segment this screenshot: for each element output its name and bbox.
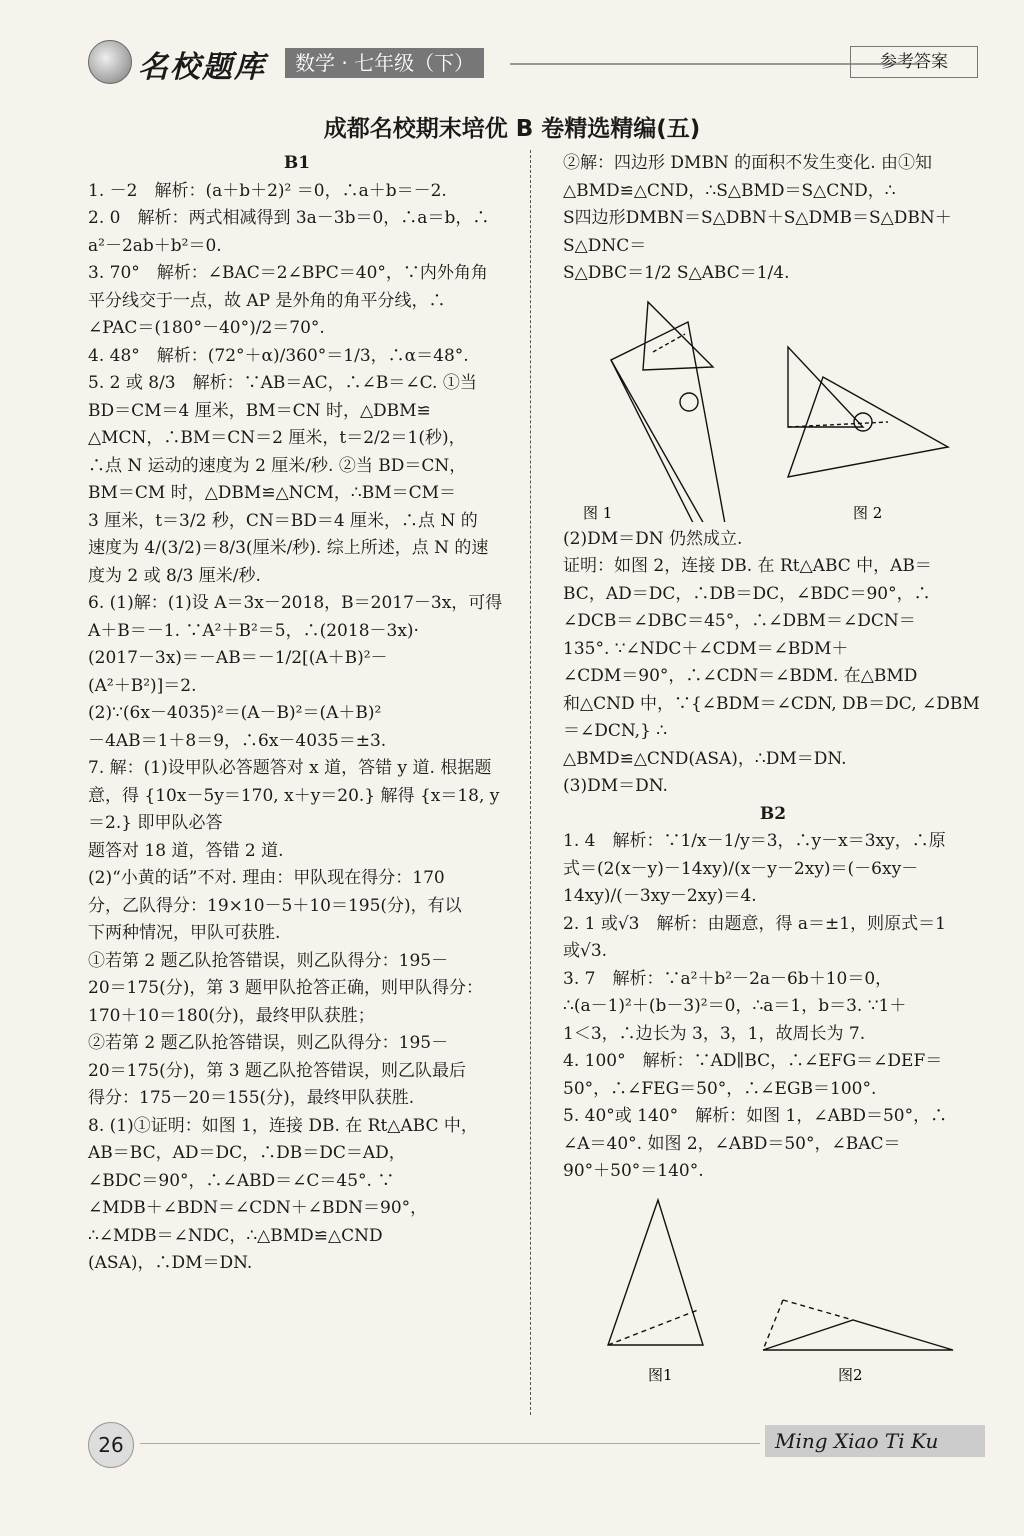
answer-line: ①若第 2 题乙队抢答错误，则乙队得分：195－: [88, 950, 449, 971]
answer-line: ∠CDM＝90°，∴∠CDN＝∠BDM. 在△BMD: [563, 666, 918, 686]
answer-line: (3)DM＝DN.: [563, 776, 668, 796]
figure-b2-2-triangle: [763, 1300, 953, 1350]
answer-line: 4. 48° 解析：(72°＋α)/360°＝1/3，∴α＝48°.: [88, 345, 469, 366]
answer-line: ∠A＝40°. 如图 2，∠ABD＝50°，∠BAC＝: [563, 1133, 901, 1154]
figure-b2-2-label: 图2: [838, 1365, 863, 1384]
answer-line: 5. 2 或 8/3 解析：∵AB＝AC，∴∠B＝∠C. ①当: [88, 373, 477, 393]
answer-line: 度为 2 或 8/3 厘米/秒.: [88, 565, 261, 586]
answer-line: 20＝175(分)，第 3 题乙队抢答错误，则乙队最后: [88, 1060, 466, 1081]
answer-line: ②解：四边形 DMBN 的面积不发生变化. 由①知: [563, 153, 933, 173]
answer-line: 式＝(2(x－y)－14xy)/(x－y－2xy)＝(－6xy－14xy)/(－3xy－2xy)＝4.: [563, 858, 919, 906]
answer-line: 下两种情况，甲队可获胜.: [88, 923, 281, 943]
answer-line: 和△CND 中，∵{∠BDM＝∠CDN, DB＝DC, ∠DBM＝∠DCN,} ∴: [563, 693, 980, 741]
footer-rule: [140, 1443, 760, 1444]
answer-line: ∠PAC＝(180°－40°)/2＝70°.: [88, 318, 325, 338]
answer-line: 2. 0 解析：两式相减得到 3a－3b＝0，∴a＝b，∴: [88, 208, 490, 228]
answer-line: 8. (1)①证明：如图 1，连接 DB. 在 Rt△ABC 中，: [88, 1115, 478, 1136]
answer-line: △BMD≌△CND，∴S△BMD＝S△CND，∴: [563, 180, 896, 201]
logo-icon: [88, 40, 132, 84]
answer-line: 得分：175－20＝155(分)，最终甲队获胜.: [88, 1088, 415, 1108]
right-text-b2: [563, 828, 983, 1186]
column-divider: [530, 150, 531, 1415]
answer-line: (2)∵(6x－4035)²＝(A－B)²＝(A＋B)²: [88, 703, 382, 723]
answer-line: ∠MDB＋∠BDN＝∠CDN＋∠BDN＝90°，: [88, 1198, 428, 1218]
answer-line: 90°＋50°＝140°.: [563, 1161, 704, 1181]
answer-line: (2017－3x)＝－AB＝－1/2[(A＋B)²－: [88, 648, 388, 668]
answer-line: 3. 7 解析：∵a²＋b²－2a－6b＋10＝0，: [563, 968, 893, 989]
answer-line: 20＝175(分)，第 3 题甲队抢答正确，则甲队得分：: [88, 978, 483, 998]
right-text-mid: [563, 526, 983, 801]
right-text-top: [563, 150, 983, 288]
right-column: [563, 150, 983, 1394]
answer-line: 5. 40°或 140° 解析：如图 1，∠ABD＝50°，∴: [563, 1106, 948, 1126]
answer-line: ∠DCB＝∠DBC＝45°，∴∠DBM＝∠DCN＝: [563, 611, 916, 631]
answer-line: a²－2ab＋b²＝0.: [88, 235, 222, 256]
answer-line: AB＝BC，AD＝DC，∴DB＝DC＝AD，: [88, 1143, 406, 1163]
answer-line: 170＋10＝180(分)，最终甲队获胜；: [88, 1005, 375, 1026]
answer-line: 6. (1)解：(1)设 A＝3x－2018，B＝2017－3x，可得: [88, 593, 503, 613]
answer-line: 1＜3，∴边长为 3，3，1，故周长为 7.: [563, 1023, 866, 1044]
figure-2-label: 图 2: [853, 503, 883, 522]
answer-line: S△DBC＝1/2 S△ABC＝1/4.: [563, 263, 790, 283]
answer-key-label: 参考答案: [850, 46, 978, 78]
answer-line: ∴∠MDB＝∠NDC，∴△BMD≌△CND: [88, 1225, 383, 1246]
figure-2-triangles: [788, 347, 948, 477]
answer-line: BD＝CM＝4 厘米，BM＝CN 时，△DBM≌: [88, 400, 431, 421]
brand-title: 名校题库: [138, 50, 266, 85]
answer-line: 分，乙队得分：19×10－5＋10＝195(分)，有以: [88, 895, 462, 916]
section-heading-b1: B1: [283, 153, 311, 173]
left-text-block: [88, 178, 506, 1278]
answer-line: (2)DM＝DN 仍然成立.: [563, 528, 743, 549]
figures-b2-diagram: [563, 1190, 983, 1390]
answer-line: △MCN，∴BM＝CN＝2 厘米，t＝2/2＝1(秒)，: [88, 428, 466, 448]
answer-line: 意，得 {10x－5y＝170, x＋y＝20.} 解得 {x＝18, y＝2.} 即甲队必答: [88, 785, 500, 833]
answer-line: 7. 解：(1)设甲队必答题答对 x 道，答错 y 道. 根据题: [88, 758, 492, 778]
answer-line: 3. 70° 解析：∠BAC＝2∠BPC＝40°，∵内外角角: [88, 263, 488, 283]
answer-line: BC，AD＝DC，∴DB＝DC，∠BDC＝90°，∴: [563, 583, 931, 604]
answer-line: △BMD≌△CND(ASA)，∴DM＝DN.: [563, 748, 847, 769]
answer-line: BM＝CM 时，△DBM≌△NCM，∴BM＝CM＝: [88, 483, 457, 503]
page-title: 成都名校期末培优 B 卷精选精编(五): [323, 116, 701, 142]
subject-label: 数学 · 七年级（下）: [285, 48, 484, 78]
figure-1-label: 图 1: [583, 503, 613, 522]
answer-line: ∴(a－1)²＋(b－3)²＝0，∴a＝1，b＝3. ∵1＋: [563, 996, 907, 1016]
answer-line: 速度为 4/(3/2)＝8/3(厘米/秒). 综上所述，点 N 的速: [88, 538, 489, 558]
answer-line: 平分线交于一点，故 AP 是外角的角平分线，∴: [88, 290, 446, 311]
answer-line: 4. 100° 解析：∵AD∥BC，∴∠EFG＝∠DEF＝: [563, 1051, 943, 1071]
answer-line: (2)“小黄的话”不对. 理由：甲队现在得分：170: [88, 868, 445, 888]
answer-line: ②若第 2 题乙队抢答错误，则乙队得分：195－: [88, 1033, 449, 1053]
answer-line: 2. 1 或√3 解析：由题意，得 a＝±1，则原式＝1: [563, 913, 946, 934]
footer-brand: Ming Xiao Ti Ku: [765, 1425, 985, 1457]
figure-b2-1-triangle: [608, 1200, 703, 1345]
answer-line: 50°，∴∠FEG＝50°，∴∠EGB＝100°.: [563, 1078, 877, 1099]
answer-line: 3 厘米，t＝3/2 秒，CN＝BD＝4 厘米，∴点 N 的: [88, 510, 478, 531]
answer-line: A＋B＝－1. ∵A²＋B²＝5，∴(2018－3x)·: [88, 620, 419, 641]
figures-1-2-diagram: [563, 292, 983, 522]
page-header: [80, 40, 980, 84]
answer-line: (ASA)，∴DM＝DN.: [88, 1253, 253, 1273]
answer-line: ∠BDC＝90°，∴∠ABD＝∠C＝45°. ∵: [88, 1170, 395, 1191]
page-number: 26: [88, 1422, 134, 1468]
answer-line: 135°. ∵∠NDC＋∠CDM＝∠BDM＋: [563, 638, 849, 659]
figure-1-triangles: [611, 302, 751, 522]
answer-line: 1. 4 解析：∵1/x－1/y＝3，∴y－x＝3xy，∴原: [563, 831, 946, 851]
left-column: [88, 150, 506, 1278]
answer-line: －4AB＝1＋8＝9，∴6x－4035＝±3.: [88, 730, 387, 751]
answer-line: 1. －2 解析：(a＋b＋2)² ＝0，∴a＋b＝－2.: [88, 180, 447, 201]
section-heading-b2: B2: [759, 803, 787, 824]
answer-line: 或√3.: [563, 941, 608, 961]
answer-line: S四边形DMBN＝S△DBN＋S△DMB＝S△DBN＋S△DNC＝: [563, 208, 952, 256]
answer-line: 题答对 18 道，答错 2 道.: [88, 840, 284, 861]
answer-line: (A²＋B²)]＝2.: [88, 675, 197, 696]
figure-b2-1-label: 图1: [648, 1365, 673, 1384]
answer-line: ∴点 N 运动的速度为 2 厘米/秒. ②当 BD＝CN，: [88, 455, 467, 476]
answer-line: 证明：如图 2，连接 DB. 在 Rt△ABC 中，AB＝: [563, 556, 932, 576]
